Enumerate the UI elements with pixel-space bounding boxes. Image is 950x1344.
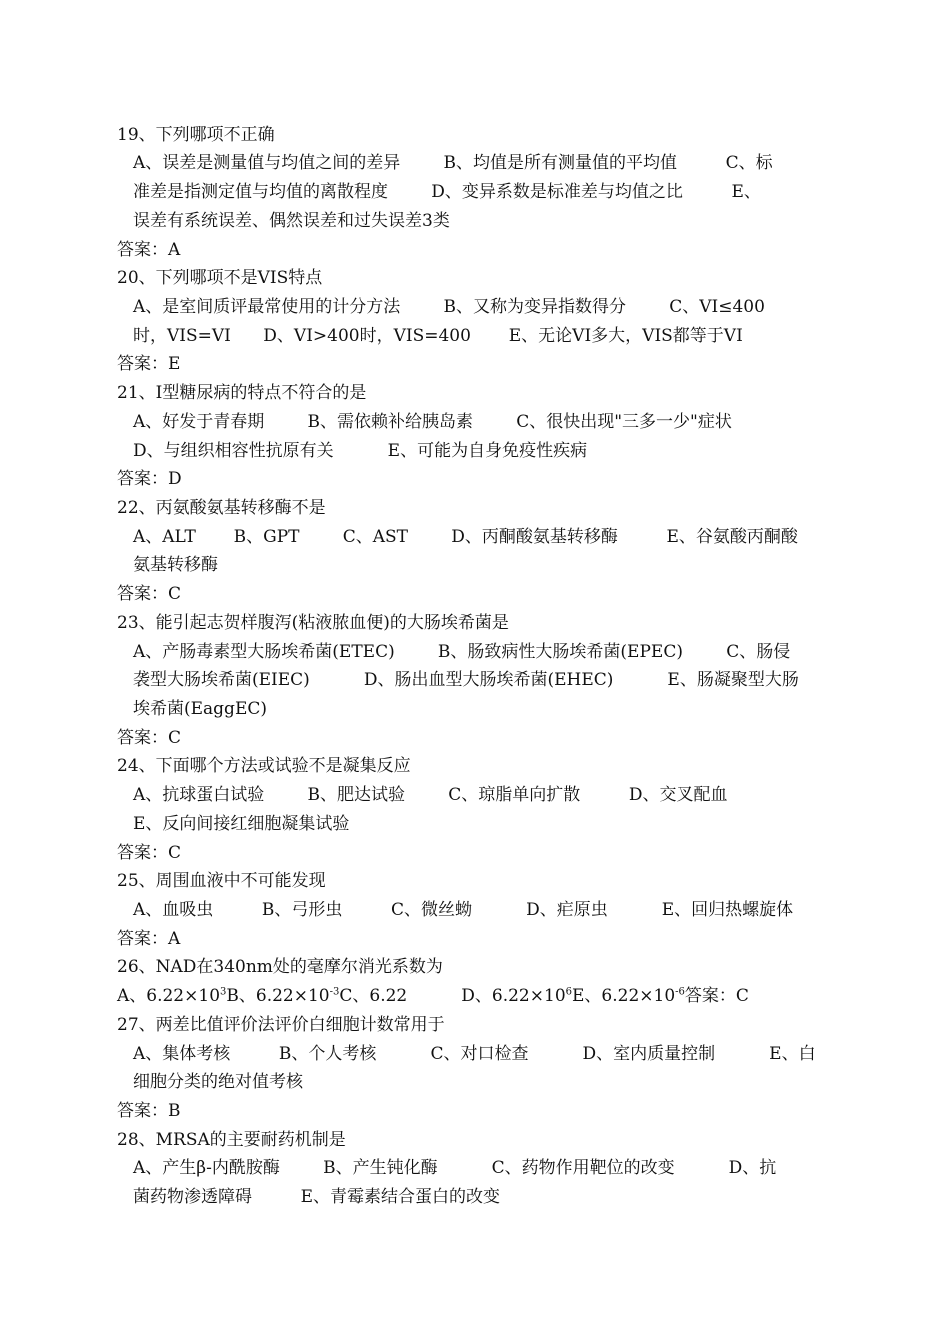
question-27-options-line-1: A、集体考核 B、个人考核 C、对口检查 D、室内质量控制 E、白 [133,1044,816,1064]
question-27-answer: 答案：B [117,1101,181,1121]
question-28-options-line-2: 菌药物渗透障碍 E、青霉素结合蛋白的改变 [133,1187,501,1207]
question-19-options-line-3: 误差有系统误差、偶然误差和过失误差3类 [133,211,450,231]
question-22-options-line-1: A、ALT B、GPT C、AST D、丙酮酸氨基转移酶 E、谷氨酸丙酮酸 [133,527,798,547]
question-23-options-line-2: 袭型大肠埃希菌(EIEC) D、肠出血型大肠埃希菌(EHEC) E、肠凝聚型大肠 [133,670,799,690]
question-19-options-line-1: A、误差是测量值与均值之间的差异 B、均值是所有测量值的平均值 C、标 [133,153,773,173]
question-20-stem: 20、下列哪项不是VIS特点 [117,268,323,288]
question-26-answer: 答案：C [684,986,749,1006]
question-22-stem: 22、丙氨酸氨基转移酶不是 [117,498,326,518]
question-23-options-line-3: 埃希菌(EaggEC) [133,699,267,719]
question-19-stem: 19、下列哪项不正确 [117,125,275,145]
question-25-answer: 答案：A [117,929,181,949]
q26-option-d-exponent: 6 [565,986,573,998]
question-21-options-line-2: D、与组织相容性抗原有关 E、可能为自身免疫性疾病 [133,441,588,461]
question-20-options-line-1: A、是室间质评最常使用的计分方法 B、又称为变异指数得分 C、VI≤400 [133,297,765,317]
question-27-stem: 27、两差比值评价法评价白细胞计数常用于 [117,1015,445,1035]
question-24-answer: 答案：C [117,843,182,863]
q26-option-b-exponent: -3 [329,986,340,998]
question-21-answer: 答案：D [117,469,182,489]
question-20-answer: 答案：E [117,354,181,374]
question-28-options-line-1: A、产生β-内酰胺酶 B、产生钝化酶 C、药物作用靶位的改变 D、抗 [133,1158,777,1178]
q26-option-b: B、6.22×10 [226,986,330,1006]
q26-option-a-exponent: 3 [220,986,227,998]
question-23-answer: 答案：C [117,728,182,748]
question-20-options-line-2: 时，VIS=VI D、VI>400时，VIS=400 E、无论VI多大，VIS都等于VI [133,326,743,346]
question-22-answer: 答案：C [117,584,182,604]
question-23-options-line-1: A、产肠毒素型大肠埃希菌(ETEC) B、肠致病性大肠埃希菌(EPEC) C、肠侵 [133,642,791,662]
q26-option-e: E、6.22×10 [572,986,676,1006]
question-22-options-line-2: 氨基转移酶 [133,555,218,575]
question-28-stem: 28、MRSA的主要耐药机制是 [117,1130,346,1150]
question-21-stem: 21、Ⅰ型糖尿病的特点不符合的是 [117,383,367,403]
q26-option-a: A、6.22×10 [117,986,221,1006]
question-24-options-line-2: E、反向间接红细胞凝集试验 [133,814,350,834]
question-24-stem: 24、下面哪个方法或试验不是凝集反应 [117,756,411,776]
question-25-options-line-1: A、血吸虫 B、弓形虫 C、微丝蚴 D、疟原虫 E、回归热螺旋体 [133,900,794,920]
question-27-options-line-2: 细胞分类的绝对值考核 [133,1072,303,1092]
question-21-options-line-1: A、好发于青春期 B、需依赖补给胰岛素 C、很快出现"三多一少"症状 [133,412,732,432]
question-25-stem: 25、周围血液中不可能发现 [117,871,326,891]
question-26-options-line-1 [117,982,749,1010]
question-19-answer: 答案：A [117,240,181,260]
question-26-stem: 26、NAD在340nm处的毫摩尔消光系数为 [117,957,443,977]
question-19-options-line-2: 准差是指测定值与均值的离散程度 D、变异系数是标准差与均值之比 E、 [133,182,761,202]
question-23-stem: 23、能引起志贺样腹泻(粘液脓血便)的大肠埃希菌是 [117,613,509,633]
q26-option-e-exponent: -6 [675,986,685,998]
question-24-options-line-1: A、抗球蛋白试验 B、肥达试验 C、琼脂单向扩散 D、交叉配血 [133,785,728,805]
q26-option-c-d: C、6.22 D、6.22×10 [339,986,566,1006]
